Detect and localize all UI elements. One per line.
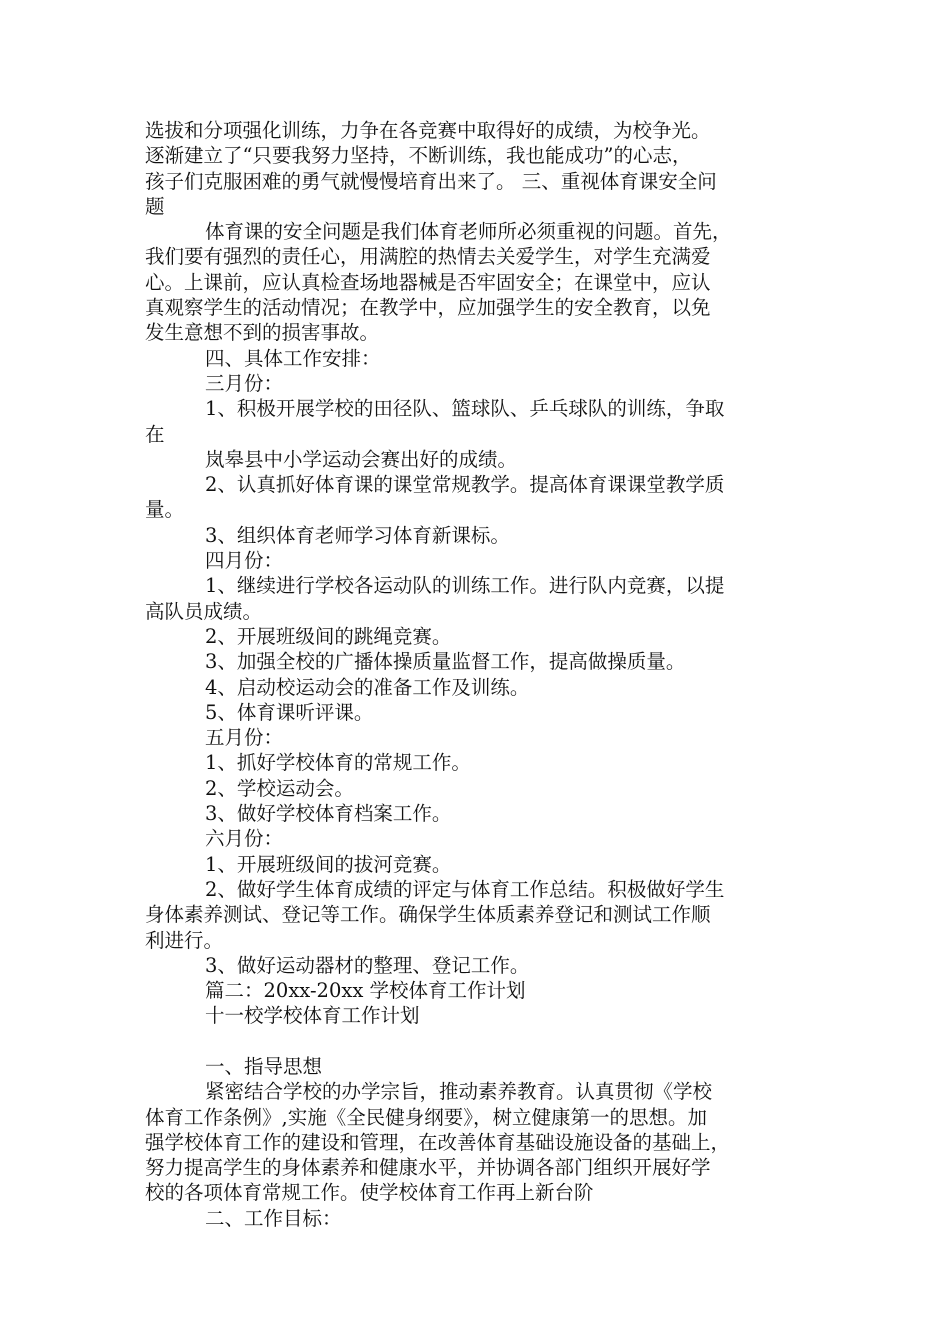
text-line: 校的各项体育常规工作。使学校体育工作再上新台阶: [145, 1181, 594, 1205]
text-line: 逐渐建立了“只要我努力坚持，不断训练，我也能成功”的心志，: [145, 144, 692, 168]
text-line: 选拔和分项强化训练，力争在各竞赛中取得好的成绩，为校争光。: [145, 119, 711, 142]
text-line: 孩子们克服困难的勇气就慢慢培育出来了。 三、重视体育课安全问: [145, 169, 717, 193]
text-line: 2、开展班级间的跳绳竞赛。: [205, 624, 452, 648]
text-line: 在: [145, 422, 165, 446]
text-line: 3、组织体育老师学习体育新课标。: [205, 523, 510, 547]
text-line: 四、具体工作安排：: [205, 346, 381, 370]
text-line: 3、做好运动器材的整理、登记工作。: [205, 953, 530, 977]
text-line: 二、工作目标：: [205, 1206, 342, 1230]
text-line: 篇二：20xx-20xx 学校体育工作计划: [205, 979, 526, 1003]
text-line: 四月份：: [205, 549, 284, 573]
text-line: 1、抓好学校体育的常规工作。: [205, 751, 471, 775]
text-line: 十一校学校体育工作计划: [205, 1004, 420, 1028]
text-line: 4、启动校运动会的准备工作及训练。: [205, 675, 530, 699]
text-line: 真观察学生的活动情况；在教学中，应加强学生的安全教育，以免: [145, 296, 711, 320]
text-line: 体育课的安全问题是我们体育老师所必须重视的问题。首先，: [205, 220, 732, 244]
document-page: [145, 118, 815, 1231]
text-line: 量。: [145, 498, 185, 522]
text-line: 强学校体育工作的建设和管理，在改善体育基础设施设备的基础上，: [145, 1130, 731, 1154]
text-line: 3、加强全校的广播体操质量监督工作，提高做操质量。: [205, 650, 686, 674]
text-line: 三月份：: [205, 371, 284, 395]
text-line: 发生意想不到的损害事故。: [145, 321, 380, 345]
text-line: 1、继续进行学校各运动队的训练工作。进行队内竞赛，以提: [205, 574, 725, 598]
text-line: 紧密结合学校的办学宗旨，推动素养教育。认真贯彻《学校: [205, 1080, 713, 1104]
text-line: 一、指导思想: [205, 1054, 323, 1078]
text-line: 身体素养测试、登记等工作。确保学生体质素养登记和测试工作顺: [145, 903, 711, 927]
text-line: 3、做好学校体育档案工作。: [205, 802, 452, 826]
text-line: 2、学校运动会。: [205, 776, 354, 800]
text-line: 我们要有强烈的责任心，用满腔的热情去关爱学生，对学生充满爱: [145, 245, 711, 269]
blank-line: [145, 1029, 815, 1054]
text-line: 心。上课前，应认真检查场地器械是否牢固安全；在课堂中，应认: [145, 270, 711, 294]
text-line: 5、体育课听评课。: [205, 700, 374, 724]
text-line: 2、做好学生体育成绩的评定与体育工作总结。积极做好学生: [205, 877, 725, 901]
text-line: 岚皋县中小学运动会赛出好的成绩。: [205, 447, 518, 471]
text-line: 高队员成绩。: [145, 599, 263, 623]
text-line: 五月份：: [205, 726, 284, 750]
text-line: 体育工作条例》,实施《全民健身纲要》，树立健康第一的思想。加: [145, 1105, 707, 1129]
text-line: 题: [145, 194, 165, 218]
text-line: 1、开展班级间的拔河竞赛。: [205, 852, 452, 876]
text-line: 2、认真抓好体育课的课堂常规教学。提高体育课课堂教学质: [205, 473, 725, 497]
text-line: 1、积极开展学校的田径队、篮球队、乒乓球队的训练，争取: [205, 397, 725, 421]
text-line: 努力提高学生的身体素养和健康水平，并协调各部门组织开展好学: [145, 1156, 711, 1180]
text-line: 六月份：: [205, 827, 284, 851]
text-line: 利进行。: [145, 928, 224, 952]
